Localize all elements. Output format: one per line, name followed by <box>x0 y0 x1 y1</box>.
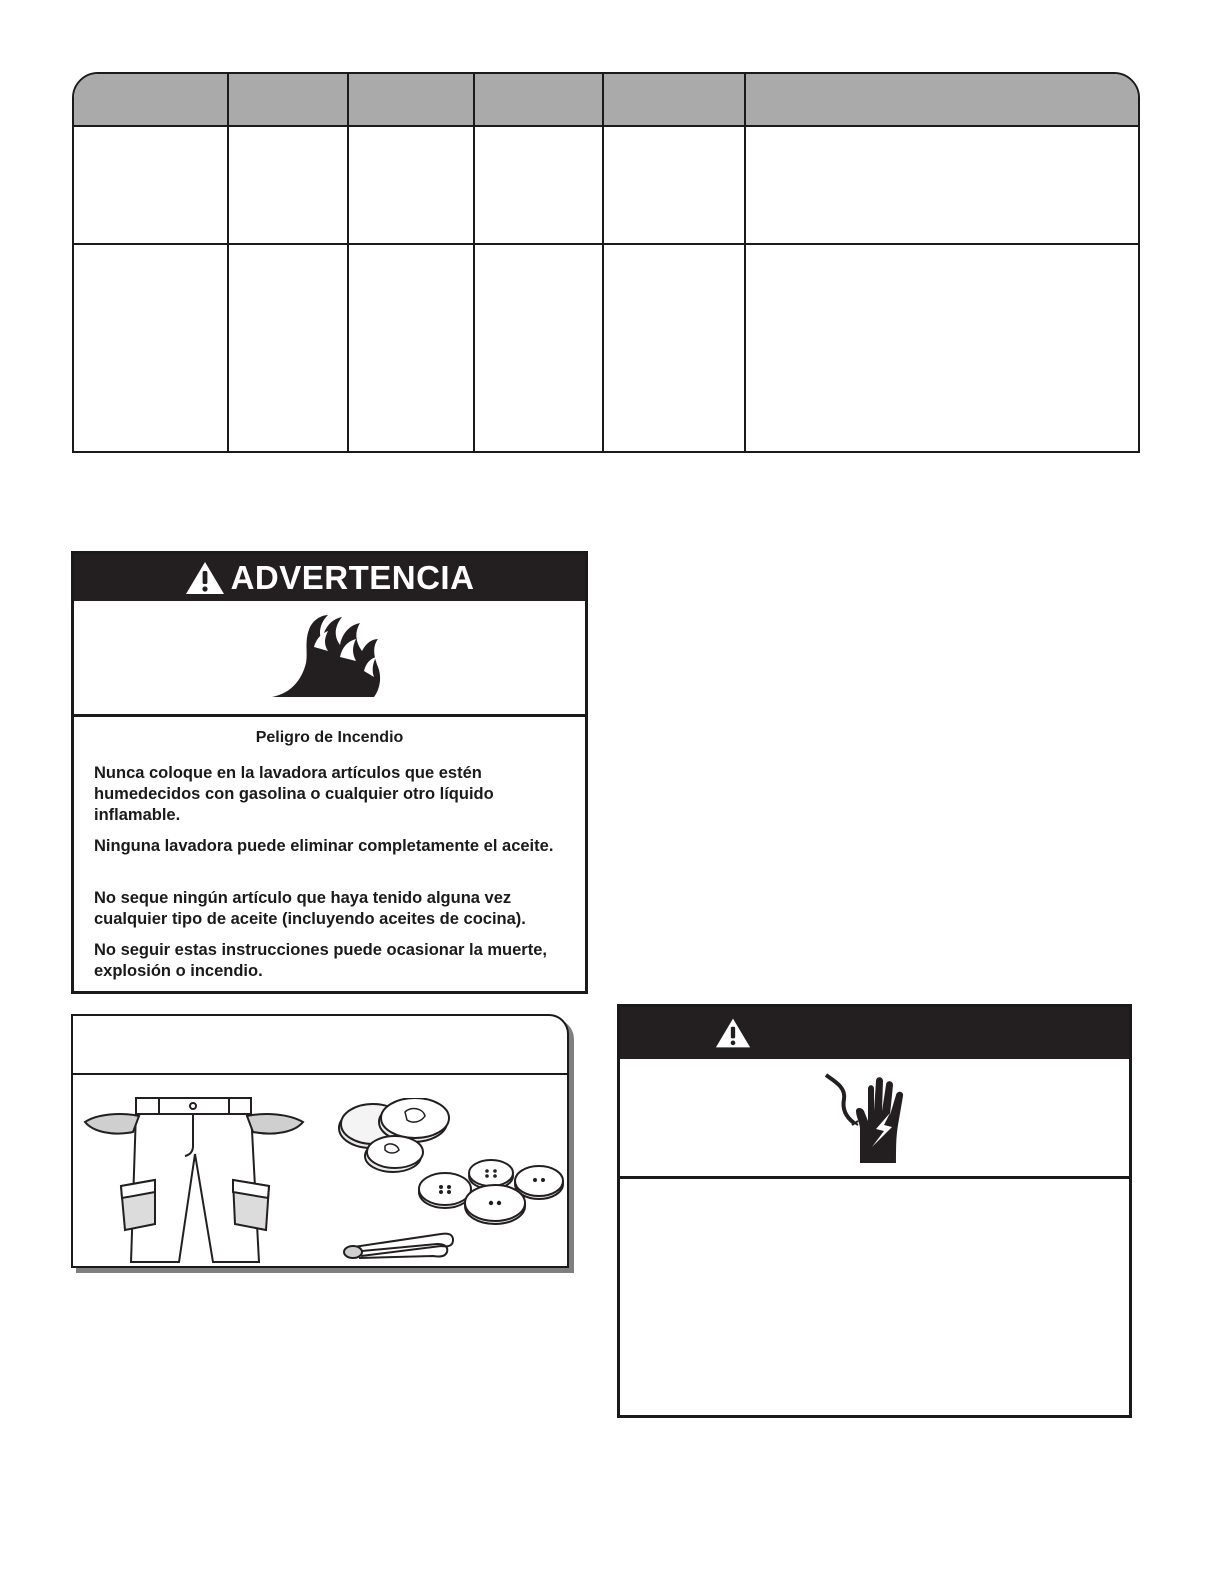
fire-warning-label <box>71 551 588 994</box>
table-column-divider <box>602 74 604 451</box>
table-column-divider <box>473 74 475 451</box>
fire-icon <box>270 613 390 703</box>
illustration-header-band <box>73 1016 567 1075</box>
warning-paragraph: No seguir estas instrucciones puede ocasionar la muerte, explosión o incendio. <box>94 941 547 980</box>
table-row-divider <box>74 243 1138 245</box>
fire-pictogram-panel <box>74 601 585 717</box>
table-column-divider <box>347 74 349 451</box>
signal-word: ADVERTENCIA <box>230 558 475 596</box>
warning-paragraph: No seque ningún artículo que haya tenido alguna vez cualquier tipo de aceite (incluyendo aceites de cocina). <box>94 889 526 928</box>
info-table <box>72 72 1140 453</box>
warning-header <box>620 1007 1129 1059</box>
electric-pictogram-panel <box>620 1059 1129 1179</box>
electric-warning-label <box>617 1004 1132 1418</box>
warning-paragraph: Nunca coloque en la lavadora artículos que estén humedecidos con gasolina o cualquier otro líquido inflamable. <box>94 764 494 824</box>
hazard-title: Peligro de Incendio <box>255 729 404 746</box>
alert-triangle-icon <box>715 1017 751 1049</box>
warning-header <box>74 554 585 601</box>
table-column-divider <box>744 74 746 451</box>
electric-shock-hand-icon <box>816 1071 926 1167</box>
warning-paragraph: Ninguna lavadora puede eliminar completamente el aceite. <box>94 837 554 855</box>
pants-with-empty-pockets-icon <box>81 1084 311 1264</box>
safety-pins-icon <box>341 1222 461 1262</box>
alert-triangle-icon <box>185 561 225 595</box>
empty-pockets-illustration-box <box>71 1014 569 1268</box>
table-column-divider <box>227 74 229 451</box>
table-header-row <box>74 74 1138 127</box>
buttons-icon <box>411 1158 571 1228</box>
warning-body <box>74 717 585 991</box>
